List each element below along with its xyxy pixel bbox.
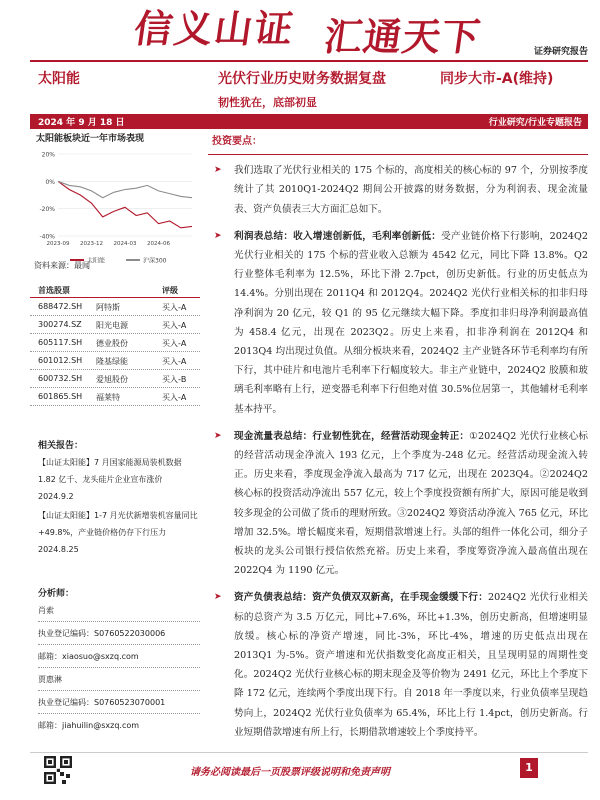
- stock-rating: 买入-A: [162, 303, 187, 312]
- analyst-email[interactable]: 邮箱：jiahuilin@sxzq.com: [38, 721, 140, 730]
- legend-label: 太阳能: [87, 257, 106, 265]
- paragraph-text: 受产业链价格下行影响，2024Q2 光伏行业相关的 175 个标的营业收入总额为 4542 亿元，同比下降 13.8%。Q2 行业整体毛利率为 12.5%，环比下滑 2.7pct，创历史新低。行业的历史低点为 14.4%。分别出现在 2011Q4 和 2012Q4。2024Q2 光伏行业相关标的扣非归母净利润为 20 亿元，较 Q1 的 95 亿元继续大幅下降。季度扣非归母净利润最高值为 458.4 亿元，出现在 2023Q2。历史上来看，扣非净利润在 2012Q4 和 2013Q4 均出现过负值。从细分板块来看，2024Q2 主产业链各环节毛利率均有所下行，其中硅片和电池片毛利率下行幅度较大。非主产业链中，2024Q2 胶膜和玻璃毛利率略有上行，逆变器毛利率下行但绝对值 30.5%位居第一，其他辅材毛利率基本持平。: [234, 230, 588, 415]
- logo-text-right: 汇通天下: [321, 14, 484, 59]
- stock-name: 爱旭股份: [96, 375, 128, 384]
- analysts-title: 分析师：: [38, 589, 75, 599]
- chart-source: 资料来源：最闻: [34, 261, 90, 270]
- legend-label: 沪深300: [143, 257, 167, 265]
- industry-label: 太阳能: [38, 71, 80, 87]
- stock-rating: 买入-A: [162, 393, 187, 402]
- x-tick-label: 2023-12: [80, 241, 103, 247]
- stock-name: 福莱特: [96, 393, 120, 402]
- key-points-title: 投资要点：: [212, 136, 262, 147]
- top-picks-table: [30, 284, 200, 406]
- paragraph-lead: 现金流量表总结：行业韧性犹在，经营活动现金转正：: [234, 430, 470, 442]
- chart-svg: [30, 148, 200, 268]
- stock-name: 阿特斯: [96, 303, 120, 312]
- logo-text-left: 信义山证: [131, 6, 298, 51]
- disclaimer-text: 请务必阅读最后一页股票评级说明和免责声明: [190, 767, 390, 778]
- header-rating: 评级: [162, 286, 178, 295]
- series-line-1: [58, 181, 192, 197]
- table-header: [30, 284, 200, 298]
- analyst-email[interactable]: 邮箱：xiaosuo@sxzq.com: [38, 652, 139, 661]
- report-type-label: 证券研究报告: [533, 47, 588, 57]
- bullet-arrow-icon: ➤: [214, 165, 222, 176]
- key-points-section: [208, 132, 588, 750]
- analyst-name: 贾惠淋: [38, 675, 62, 684]
- stock-code: 601012.SH: [38, 356, 83, 365]
- stock-rating: 买入-A: [162, 357, 187, 366]
- x-tick-label: 2024-03: [113, 241, 137, 247]
- bullet-arrow-icon: ➤: [214, 592, 222, 603]
- paragraph-text: 我们选取了光伏行业相关的 175 个标的，高度相关的核心标的 97 个，分别按季度统计了其 2010Q1-2024Q2 期间公开披露的财务数据，分为利润表、现金流量表、资产负债表三大方面汇总如下。: [234, 165, 588, 215]
- stock-code: 300274.SZ: [38, 320, 82, 329]
- left-column: [30, 130, 200, 268]
- stock-rating: 买入-A: [162, 339, 187, 348]
- chart-title: 太阳能板块近一年市场表现: [36, 134, 145, 144]
- table-row: [30, 334, 200, 352]
- footer-divider: [30, 752, 588, 753]
- header-code: 首选股票: [38, 286, 70, 295]
- paragraph-cashflow: [208, 427, 588, 581]
- related-report-link[interactable]: 【山证太阳能】1-7 月光伏新增装机容量同比+49.8%，产业链价格仍存下行压力 2024.8.25: [38, 511, 198, 554]
- related-report-link[interactable]: 【山证太阳能】7 月国家能源局装机数据 1.82 亿千、龙头硅片企业宣布涨价 2024.9.2: [38, 458, 182, 501]
- report-title: 光伏行业历史财务数据复盘: [218, 71, 386, 87]
- y-tick-label: -20%: [39, 206, 55, 214]
- bullet-arrow-icon: ➤: [214, 230, 222, 241]
- analyst-reg: 执业登记编码：S0760522030006: [38, 629, 166, 638]
- paragraph-intro: [208, 161, 588, 219]
- analyst-name: 肖索: [38, 606, 54, 615]
- paragraph-text: 2024Q2 光伏行业相关标的总资产为 3.5 万亿元，同比+7.6%，环比+1.3%，创历史新高，但增速明显放缓。核心标的净资产增速，同比-3%，环比-4%，增速的历史低点出现在 2013Q1 为-5%。资产增速和光伏指数变化高度正相关，且呈现明显的周期性变化。2024Q2 光伏行业核心标的期末现金及等价物为 2491 亿元，环比上个季度下降 172 亿元，连续两个季度出现下行。自 2018 年一季度以来，行业负债率呈现趋势向上，2024Q2 光伏行业负债率为 65.4%，环比上行 1.4pct，创历史新高。行业短期借款增速有所上行，长期借款增速较上个季度持平。: [234, 592, 589, 738]
- report-category: 行业研究/行业专题报告: [488, 118, 582, 128]
- table-row: [30, 298, 200, 316]
- stock-code: 605117.SH: [38, 338, 83, 347]
- divider: [38, 644, 200, 645]
- rating-label: 同步大市-A(维持): [440, 71, 554, 87]
- qr-code-icon: [44, 756, 72, 784]
- stock-name: 德业股份: [96, 339, 128, 348]
- report-subtitle: 韧性犹在，底部初显: [218, 96, 317, 109]
- paragraph-lead: 利润表总结：收入增速创新低，毛利率创新低：: [234, 230, 442, 242]
- analyst-reg: 执业登记编码：S0760523070001: [38, 698, 166, 707]
- bullet-arrow-icon: ➤: [214, 430, 222, 441]
- report-date: 2024 年 9 月 18 日: [38, 118, 125, 128]
- stock-rating: 买入-B: [162, 375, 187, 384]
- divider: [38, 621, 200, 622]
- paragraph-income: [208, 227, 588, 419]
- brand-logo: [131, 0, 515, 59]
- date-banner: [30, 114, 588, 129]
- x-tick-label: 2023-09: [46, 241, 70, 247]
- table-row: [30, 388, 200, 406]
- x-tick-label: 2024-06: [147, 241, 170, 247]
- stock-code: 601865.SH: [38, 392, 83, 401]
- divider: [38, 713, 200, 714]
- y-tick-label: 0%: [45, 178, 55, 186]
- paragraph-lead: 资产负债表总结：资产负债双双新高，在手现金缓缓下行：: [234, 592, 488, 604]
- page-number: 1: [520, 758, 538, 778]
- y-tick-label: -40%: [39, 233, 55, 241]
- stock-name: 隆基绿能: [96, 357, 128, 366]
- series-line-0: [58, 181, 192, 228]
- y-tick-label: 20%: [41, 151, 55, 159]
- divider: [38, 690, 200, 691]
- analysts-list: [38, 602, 200, 734]
- related-reports: [38, 454, 200, 560]
- stock-code: 600732.SH: [38, 374, 83, 383]
- divider: [38, 667, 200, 668]
- stock-rating: 买入-A: [162, 321, 187, 330]
- table-row: [30, 370, 200, 388]
- key-points-divider: [208, 154, 588, 155]
- stock-name: 阳光电源: [96, 321, 128, 330]
- related-reports-title: 相关报告：: [38, 441, 84, 451]
- table-row: [30, 352, 200, 370]
- table-row: [30, 316, 200, 334]
- header-divider: [30, 60, 588, 62]
- market-performance-chart: [30, 148, 200, 268]
- paragraph-balance: [208, 588, 588, 742]
- stock-code: 688472.SH: [38, 302, 83, 311]
- paragraph-text: ①2024Q2 光伏行业核心标的经营活动现金净流入 193 亿元，上个季度为-248 亿元。经营活动现金流入转正。历史来看，季度现金净流入最高为 717 亿元，出现在 2023Q4。②2024Q2 核心标的投资活动净流出 557 亿元，较上个季度投资额有所扩大，原因可能是收到较多现金的公司做了货币的理财所致。③2024Q2 筹资活动净流入 765 亿元，环比增加 32.5%。增长幅度来看，短期借款增速上行。头部的组件一体化公司，细分子板块的龙头公司银行授信依然充裕。历史上来看，季度筹资净流入最高值出现在 2022Q4 为 1190 亿元。: [234, 430, 588, 577]
